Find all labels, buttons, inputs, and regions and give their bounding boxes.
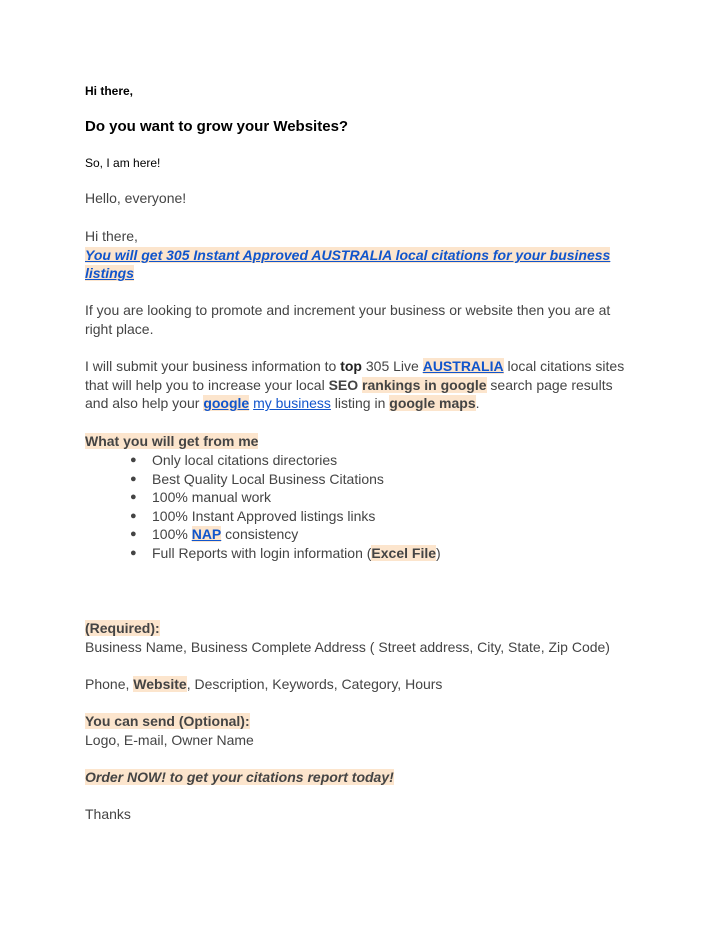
promote-line-1: If you are looking to promote and increment your business or website then you are at [85,302,611,318]
hi-again-text: Hi there, [85,228,138,244]
optional-block [85,712,254,749]
google-maps-highlight: google maps [389,395,476,412]
what-heading: What you will get from me [85,433,259,449]
seo-bold: SEO [328,376,359,393]
website-highlight: Website [133,676,187,692]
submit-line-1: I will submit your business information to top 305 Live AUSTRALIA local citations sites [85,358,625,374]
required-block [85,619,610,656]
promote-line-2: right place. [85,320,154,337]
promote-paragraph [85,301,610,338]
nap-link[interactable]: NAP [191,526,222,543]
offer-link-line-2[interactable]: listings [85,265,135,282]
required-line: Business Name, Business Complete Address ( Street address, City, State, Zip Code) [85,638,610,655]
list-item: ● Best Quality Local Business Citations [130,470,441,489]
optional-line: Logo, E-mail, Owner Name [85,731,254,748]
australia-link[interactable]: AUSTRALIA [422,358,504,374]
offer-block [85,227,610,283]
list-item: ● 100% NAP consistency [130,525,441,544]
top-bold: top [340,358,362,374]
hello-text: Hello, everyone! [85,190,187,206]
benefits-list [130,451,441,563]
greeting: Hi there, [85,84,134,98]
thanks-text: Thanks [85,806,131,822]
phone-line: Phone, Website, Description, Keywords, Category, Hours [85,676,443,692]
headline: Do you want to grow your Websites? [85,118,349,135]
rankings-highlight: rankings in google [362,376,487,393]
my-business-link[interactable]: my business [253,395,331,412]
required-heading: (Required): [85,620,160,636]
offer-link-line-1[interactable]: You will get 305 Instant Approved AUSTRALIA local citations for your business [85,246,611,263]
list-item: ● Only local citations directories [130,451,441,470]
cta-text: Order NOW! to get your citations report today! [85,769,394,785]
list-item: ● 100% manual work [130,488,441,507]
submit-paragraph [85,357,624,413]
submit-line-2: that will help you to increase your local SEO rankings in google search page results [85,376,613,393]
list-item: ● 100% Instant Approved listings links [130,507,441,526]
list-item: ● Full Reports with login information (Excel File) [130,544,441,563]
submit-line-3: and also help your google my business listing in google maps. [85,395,480,412]
cta-line [85,768,394,787]
optional-heading: You can send (Optional): [85,713,250,729]
excel-file-highlight: Excel File [371,544,437,561]
google-link[interactable]: google [203,395,250,412]
intro-text: So, I am here! [85,156,161,170]
